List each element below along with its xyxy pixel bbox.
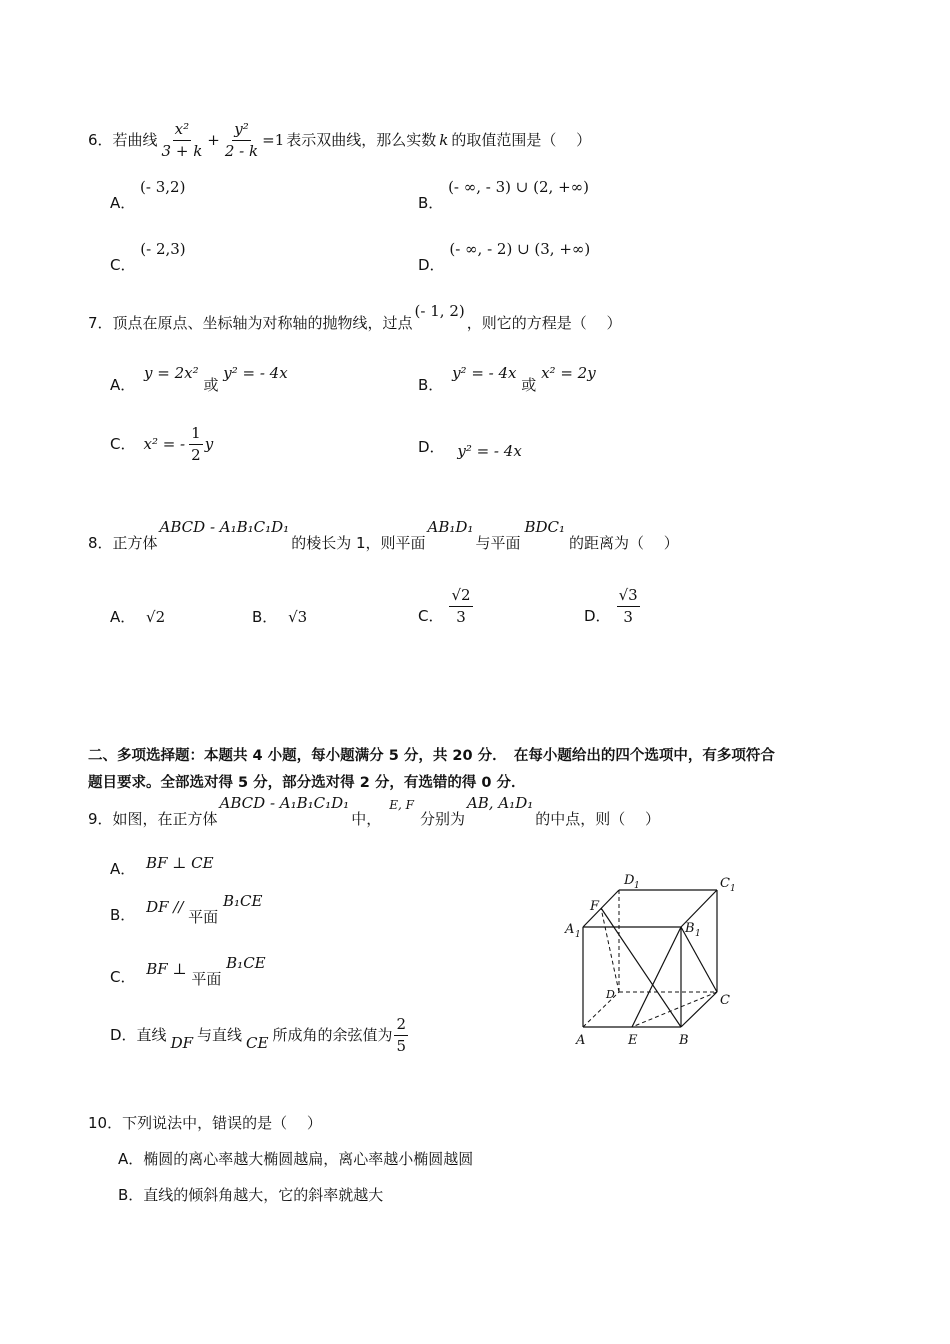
q9-ef: E, F: [389, 798, 414, 812]
q8-d-den: 3: [623, 607, 633, 626]
q6-d-expr: (- ∞, - 2) ∪ (3, +∞): [449, 240, 591, 258]
q9-d-line2: CE: [246, 1033, 269, 1052]
q9-a-label: A．: [110, 860, 136, 878]
q8-b-expr: √3: [288, 608, 308, 626]
q7-b-label: B．: [418, 376, 444, 394]
q10-option-a[interactable]: A．椭圆的离心率越大椭圆越扁，离心率越小椭圆越圆: [118, 1150, 474, 1168]
q6-frac2-num: y²: [232, 121, 251, 141]
hidden-segment-c-e: [632, 992, 717, 1027]
q9-b-plane-word: 平面: [188, 908, 219, 926]
q9-c-plane-word: 平面: [191, 970, 222, 988]
q9-b-expr1: DF //: [146, 898, 184, 916]
q7-a-expr1: y = 2x²: [144, 364, 199, 382]
q8-option-a[interactable]: [110, 610, 165, 625]
label-B1-sub: 1: [695, 929, 701, 939]
q9-c-expr2: B₁CE: [226, 954, 266, 972]
label-D1: D: [624, 873, 635, 888]
q9-stem-end: 的中点，则（ ）: [535, 810, 661, 828]
q9-cube-figure: [560, 870, 760, 1050]
q8-option-d[interactable]: [584, 584, 640, 628]
q9-d-mid: 与直线: [197, 1025, 243, 1044]
q6-option-a[interactable]: [110, 178, 186, 212]
segment-b1-e: [632, 927, 681, 1027]
label-E: E: [628, 1033, 638, 1048]
q9-d-den: 5: [396, 1036, 407, 1055]
q6-c-expr: (- 2,3): [140, 240, 186, 258]
q8-stem-mid1: 的棱长为 1，则平面: [291, 534, 426, 552]
q8-c-fraction: [449, 587, 472, 625]
q6-fraction-2: [223, 121, 260, 159]
q8-cube: ABCD - A₁B₁C₁D₁: [159, 518, 290, 536]
q8-plane2: BDC₁: [524, 518, 565, 536]
q8-stem: [88, 520, 679, 551]
q6-b-expr: (- ∞, - 3) ∪ (2, +∞): [448, 178, 589, 196]
q7-option-b[interactable]: [418, 364, 596, 394]
q8-d-num: √3: [617, 587, 640, 607]
q6-stem-post: 表示双曲线，那么实数: [286, 130, 437, 149]
q8-stem-end: 的距离为（ ）: [569, 534, 679, 552]
label-C: C: [720, 993, 730, 1008]
q6-var-k: k: [439, 130, 449, 149]
q9-d-label: D．直线: [110, 1025, 167, 1044]
q9-option-a[interactable]: [110, 854, 214, 878]
q6-fraction-1: [160, 121, 205, 159]
label-C1-sub: 1: [730, 884, 736, 894]
q7-c-label: C．: [110, 434, 136, 453]
edge-c-b: [681, 992, 717, 1027]
q8-d-label: D．: [584, 606, 611, 625]
q9-stem-mid2: 分别为: [419, 810, 465, 828]
q7-point: (- 1, 2): [414, 302, 465, 320]
section2-heading-line1: 二、多项选择题：本题共 4 小题，每小题满分 5 分，共 20 分． 在每小题给出的四个选项中，有多项符合: [88, 748, 775, 764]
q7-b-expr1: y² = - 4x: [452, 364, 517, 382]
q9-stem-mid1: 中，: [351, 810, 382, 828]
q8-stem-pre: 8．正方体: [88, 534, 158, 552]
q6-c-label: C．: [110, 256, 136, 274]
q7-d-expr: y² = - 4x: [457, 442, 522, 460]
q6-option-c[interactable]: [110, 240, 186, 274]
q9-option-b[interactable]: [110, 892, 263, 926]
q7-option-d[interactable]: [418, 438, 522, 460]
q6-frac1-num: x²: [173, 121, 191, 141]
label-A1: A: [565, 922, 575, 937]
label-B: B: [679, 1033, 689, 1048]
label-B1: B: [685, 921, 695, 936]
q8-c-den: 3: [456, 607, 466, 626]
q6-a-expr: (- 3,2): [140, 178, 186, 196]
q7-c-var: y: [204, 434, 214, 453]
q6-a-label: A．: [110, 194, 136, 212]
q7-d-label: D．: [418, 438, 445, 456]
q6-option-d[interactable]: [418, 240, 591, 274]
q6-b-label: B．: [418, 194, 444, 212]
q9-b-expr2: B₁CE: [222, 892, 263, 910]
q8-option-b[interactable]: [252, 610, 307, 625]
q8-a-label: A．: [110, 608, 136, 626]
label-F: F: [590, 899, 600, 914]
q7-a-label: A．: [110, 376, 136, 394]
q7-stem-post: ，则它的方程是（ ）: [466, 314, 622, 332]
q7-b-or: 或: [521, 376, 537, 394]
q9-option-d[interactable]: [110, 1014, 408, 1056]
q6-eq-one: =1: [262, 130, 285, 149]
q9-d-fraction: [394, 1016, 408, 1054]
q7-option-c[interactable]: [110, 424, 213, 464]
q7-stem: [88, 304, 622, 331]
q7-c-lhs: x² = -: [143, 434, 186, 453]
label-D1-sub: 1: [634, 881, 640, 891]
q7-stem-pre: 7．顶点在原点、坐标轴为对称轴的抛物线，过点: [88, 314, 413, 332]
q8-stem-mid2: 与平面: [475, 534, 521, 552]
q9-b-label: B．: [110, 906, 136, 924]
label-A: A: [576, 1033, 586, 1048]
q8-a-expr: √2: [146, 608, 166, 626]
q6-frac2-den: 2 - k: [224, 141, 259, 160]
q10-stem: 10．下列说法中，错误的是（ ）: [88, 1114, 322, 1132]
q7-option-a[interactable]: [110, 364, 288, 394]
q9-segs: AB, A₁D₁: [466, 794, 534, 812]
q8-option-c[interactable]: [418, 584, 473, 628]
q9-a-expr: BF ⊥ CE: [146, 854, 214, 872]
q9-stem: [88, 796, 660, 827]
q9-option-c[interactable]: [110, 954, 266, 988]
q6-d-label: D．: [418, 256, 445, 274]
q8-b-label: B．: [252, 608, 278, 626]
q9-c-label: C．: [110, 968, 136, 986]
q9-stem-pre: 9．如图，在正方体: [88, 810, 218, 828]
q7-c-fraction: [189, 425, 203, 463]
q8-c-num: √2: [449, 587, 472, 607]
q6-option-b[interactable]: [418, 178, 589, 212]
q6-stem-pre: 6．若曲线: [88, 130, 158, 149]
q8-plane1: AB₁D₁: [427, 518, 474, 536]
section2-heading-line2: 题目要求。全部选对得 5 分，部分选对得 2 分，有选错的得 0 分．: [88, 775, 526, 791]
q9-d-end: 所成角的余弦值为: [272, 1025, 393, 1044]
q8-c-label: C．: [418, 606, 444, 625]
q7-a-expr2: y² = - 4x: [223, 364, 288, 382]
q9-d-line1: DF: [170, 1033, 193, 1052]
label-A1-sub: 1: [575, 930, 581, 940]
q7-a-or: 或: [203, 376, 219, 394]
q7-b-expr2: x² = 2y: [541, 364, 596, 382]
label-D: D: [606, 988, 615, 1001]
q10-option-b[interactable]: B．直线的倾斜角越大，它的斜率就越大: [118, 1186, 384, 1204]
label-C1: C: [720, 876, 730, 891]
q6-stem: [88, 118, 591, 162]
q7-c-num: 1: [189, 425, 203, 445]
q6-frac1-den: 3 + k: [161, 141, 203, 160]
q7-c-den: 2: [191, 445, 201, 464]
q9-cube: ABCD - A₁B₁C₁D₁: [219, 794, 350, 812]
q9-c-expr1: BF ⊥: [146, 960, 187, 978]
q9-d-num: 2: [394, 1016, 408, 1036]
q6-plus: +: [207, 130, 220, 149]
q8-d-fraction: [617, 587, 640, 625]
q6-stem-end: 的取值范围是（ ）: [451, 130, 592, 149]
